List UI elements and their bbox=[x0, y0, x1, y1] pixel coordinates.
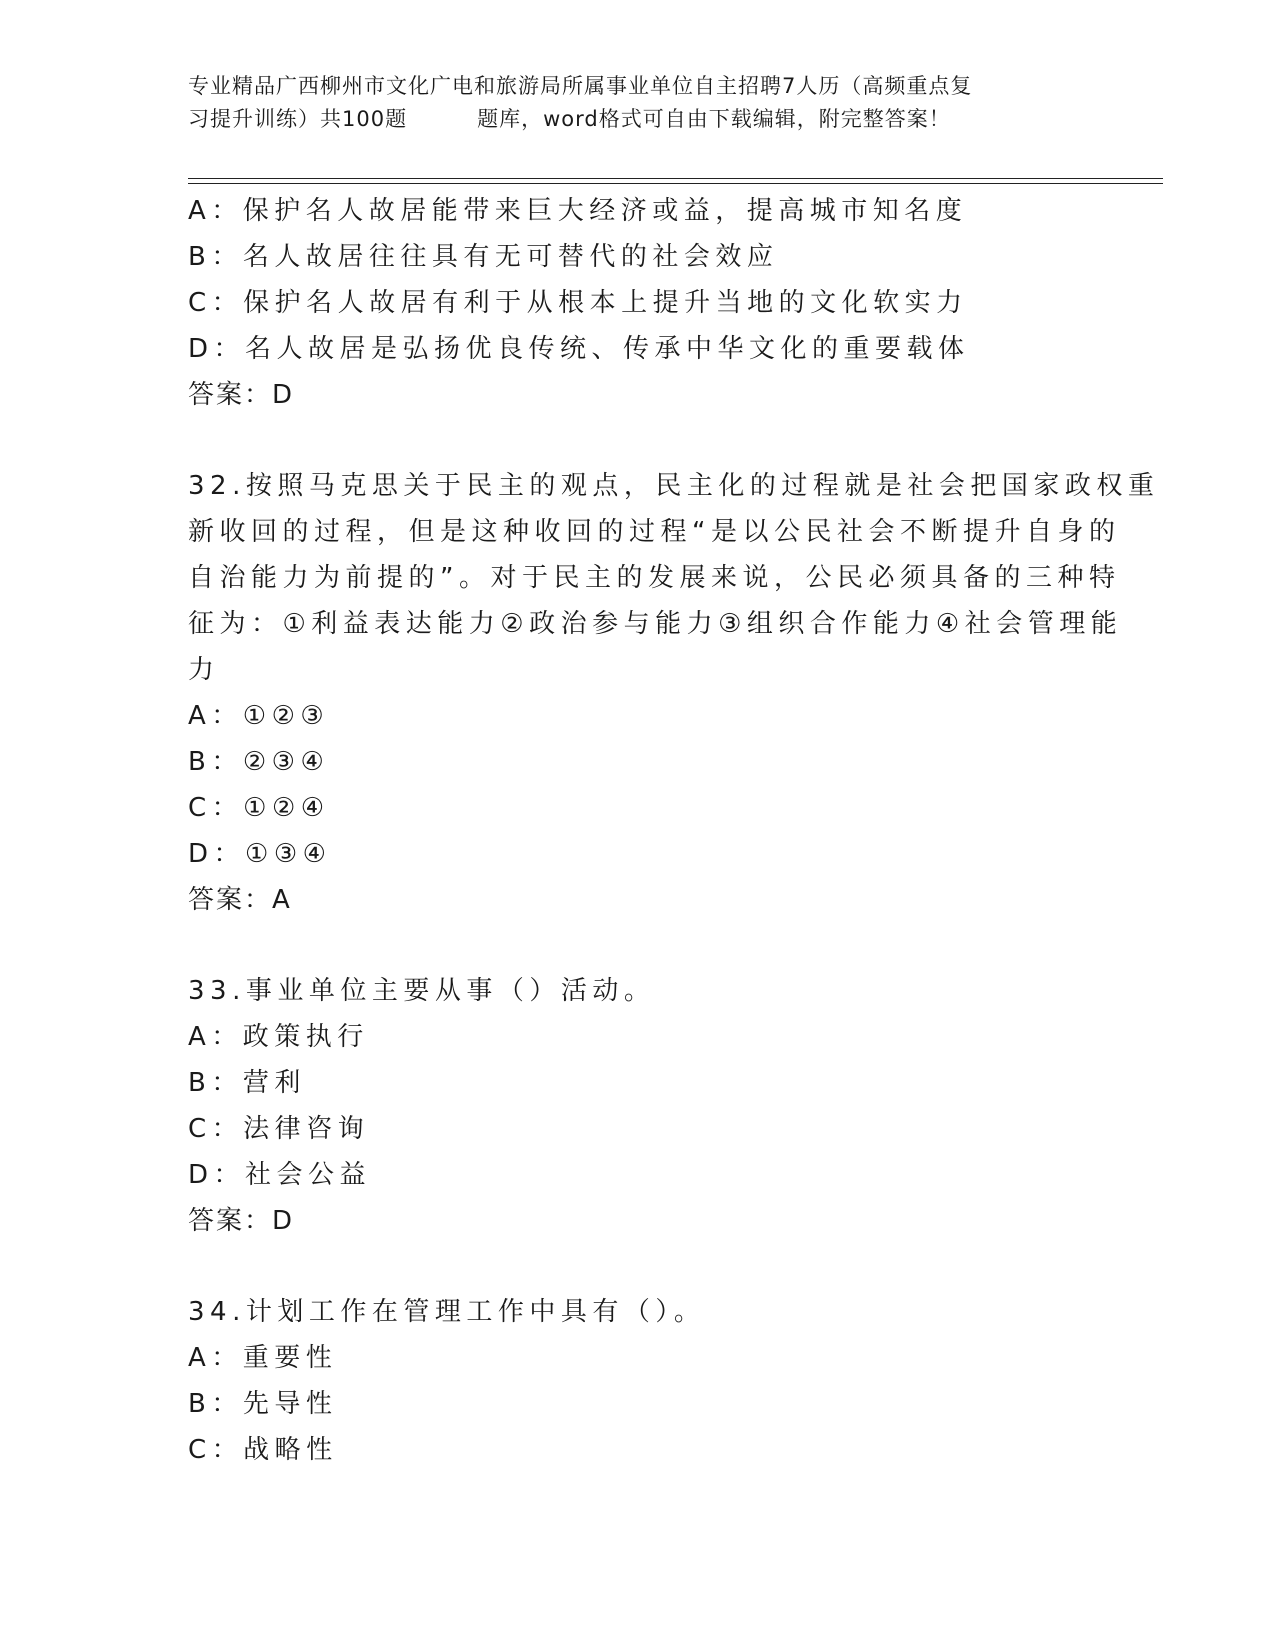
stem-line: 32.按照马克思关于民主的观点，民主化的过程就是社会把国家政权重 bbox=[188, 471, 1160, 501]
option-c: C：战略性 bbox=[188, 1435, 338, 1465]
option-c: C：保护名人故居有利于从根本上提升当地的文化软实力 bbox=[188, 288, 968, 318]
question-31-tail bbox=[188, 188, 1088, 418]
option-b: B：营利 bbox=[188, 1068, 306, 1098]
header-line-2 bbox=[188, 103, 1088, 136]
question-stem bbox=[188, 463, 1160, 693]
answer: 答案：D bbox=[188, 380, 295, 410]
option-d: D：①③④ bbox=[188, 839, 332, 869]
stem-line: 征为：①利益表达能力②政治参与能力③组织合作能力④社会管理能 bbox=[188, 609, 1123, 639]
stem-line: 新收回的过程，但是这种收回的过程“是以公民社会不断提升自身的 bbox=[188, 517, 1121, 547]
question-list bbox=[188, 188, 1160, 1473]
answer: 答案：D bbox=[188, 1206, 295, 1236]
question-34 bbox=[188, 1289, 1088, 1473]
stem-line: 自治能力为前提的”。对于民主的发展来说，公民必须具备的三种特 bbox=[188, 563, 1121, 593]
stem-line: 力 bbox=[188, 655, 220, 685]
header-rule-top bbox=[188, 178, 1163, 179]
header-line-1: 专业精品广西柳州市文化广电和旅游局所属事业单位自主招聘7人历（高频重点复 bbox=[188, 74, 973, 98]
document-header bbox=[188, 70, 1088, 136]
header-line-2-left: 习提升训练）共100题 bbox=[188, 107, 408, 131]
option-a: A：①②③ bbox=[188, 701, 330, 731]
option-d: D：名人故居是弘扬优良传统、传承中华文化的重要载体 bbox=[188, 334, 970, 364]
option-b: B：②③④ bbox=[188, 747, 330, 777]
stem-line: 34.计划工作在管理工作中具有（）。 bbox=[188, 1297, 706, 1327]
answer: 答案：A bbox=[188, 885, 292, 915]
stem-line: 33.事业单位主要从事（）活动。 bbox=[188, 976, 656, 1006]
option-d: D：社会公益 bbox=[188, 1160, 372, 1190]
header-rule-bottom bbox=[188, 183, 1163, 184]
option-b: B：先导性 bbox=[188, 1389, 338, 1419]
option-a: A：保护名人故居能带来巨大经济或益，提高城市知名度 bbox=[188, 196, 968, 226]
option-c: C：①②④ bbox=[188, 793, 330, 823]
option-a: A：政策执行 bbox=[188, 1022, 369, 1052]
option-a: A：重要性 bbox=[188, 1343, 338, 1373]
question-33 bbox=[188, 968, 1088, 1244]
option-b: B：名人故居往往具有无可替代的社会效应 bbox=[188, 242, 779, 272]
header-line-2-right: 题库，word格式可自由下载编辑，附完整答案！ bbox=[477, 107, 951, 131]
question-32 bbox=[188, 463, 1160, 923]
question-stem bbox=[188, 968, 1088, 1014]
option-c: C：法律咨询 bbox=[188, 1114, 370, 1144]
question-stem bbox=[188, 1289, 1088, 1335]
